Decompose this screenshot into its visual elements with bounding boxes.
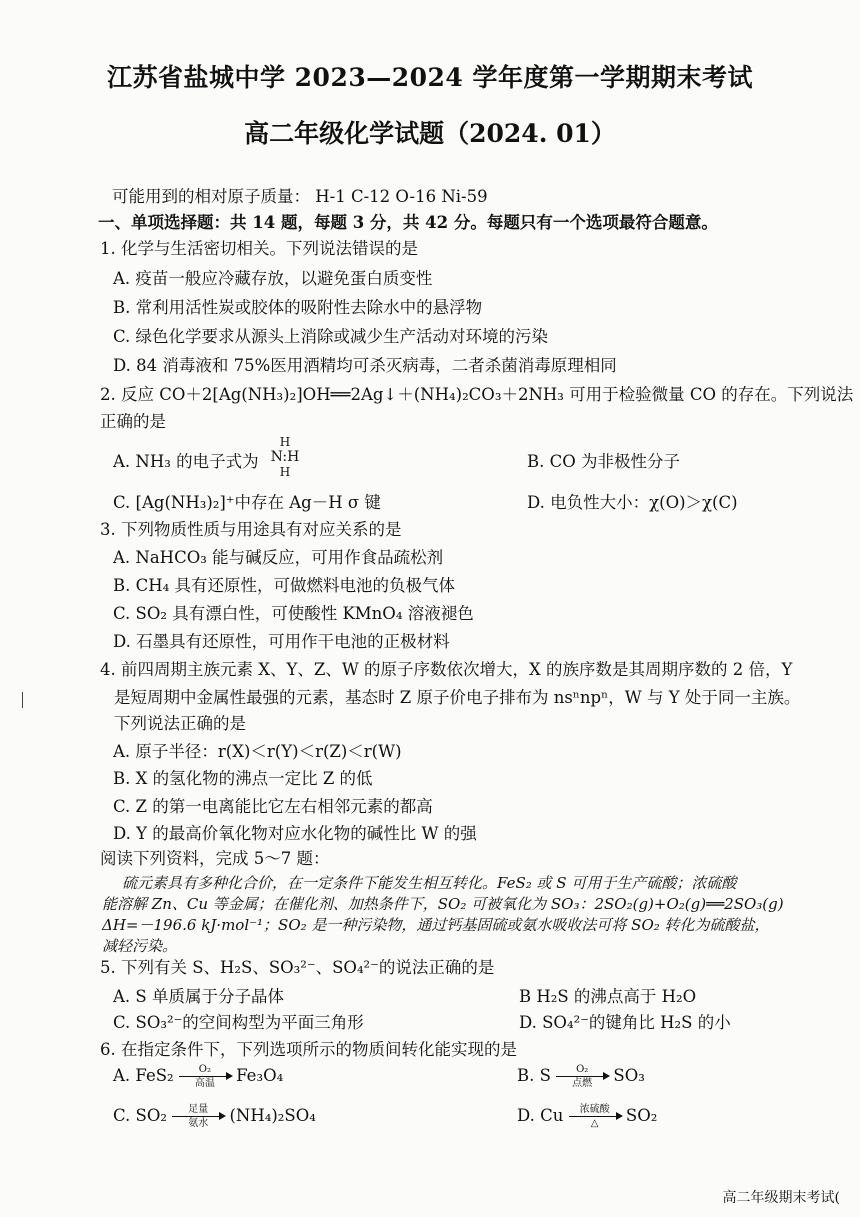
option-c-arrow-top: 足量 bbox=[188, 1104, 209, 1115]
question-4-stem-line1: 4. 前四周期主族元素 X、Y、Z、W 的原子序数依次增大，X 的族序数是其周期序数的 2 倍，Y bbox=[100, 660, 793, 679]
option-b-arrow-bottom: 点燃 bbox=[572, 1078, 593, 1089]
option-d-arrow-top: 浓硫酸 bbox=[579, 1104, 610, 1115]
option-c-product: (NH₄)₂SO₄ bbox=[229, 1106, 316, 1125]
exam-subtitle: 高二年级化学试题（2024. 01） bbox=[244, 119, 616, 148]
option-c-arrow-bottom: 氨水 bbox=[188, 1118, 209, 1129]
reading-paragraph-line4: 减轻污染。 bbox=[102, 937, 178, 955]
question-3-option-a: A. NaHCO₃ 能与碱反应，可用作食品疏松剂 bbox=[113, 548, 444, 567]
question-1-stem: 1. 化学与生活密切相关。下列说法错误的是 bbox=[100, 239, 418, 258]
question-4-option-a: A. 原子半径：r(X)＜r(Y)＜r(Z)＜r(W) bbox=[113, 742, 402, 761]
question-4-stem-line2: 是短周期中金属性最强的元素，基态时 Z 原子价电子排布为 nsⁿnpⁿ，W 与 Y 处于同一主族。 bbox=[114, 688, 801, 707]
lewis-top-h: H bbox=[279, 435, 291, 449]
exam-title: 江苏省盐城中学 2023—2024 学年度第一学期期末考试 bbox=[106, 63, 754, 92]
question-4-option-c: C. Z 的第一电离能比它左右相邻元素的都高 bbox=[113, 797, 433, 816]
option-a-arrow-bottom: 高温 bbox=[194, 1078, 215, 1089]
margin-mark bbox=[22, 692, 23, 708]
option-d-arrow-bottom: △ bbox=[590, 1118, 599, 1129]
question-1-option-d: D. 84 消毒液和 75%医用酒精均可杀灭病毒，二者杀菌消毒原理相同 bbox=[113, 356, 617, 375]
question-4-stem-line3: 下列说法正确的是 bbox=[114, 714, 246, 733]
option-b-arrow-top: O₂ bbox=[576, 1064, 589, 1075]
option-b-arrow bbox=[556, 1064, 608, 1089]
question-1-option-c: C. 绿色化学要求从源头上消除或减少生产活动对环境的污染 bbox=[113, 327, 549, 346]
lewis-bottom-h: H bbox=[279, 465, 291, 479]
reading-paragraph-line1: 硫元素具有多种化合价，在一定条件下能发生相互转化。FeS₂ 或 S 可用于生产硫酸；浓硫酸 bbox=[122, 874, 737, 892]
question-5-option-d: D. SO₄²⁻的键角比 H₂S 的小 bbox=[519, 1013, 731, 1032]
question-2-option-d: D. 电负性大小：χ(O)＞χ(C) bbox=[527, 493, 738, 512]
option-c-reactant: C. SO₂ bbox=[113, 1106, 167, 1125]
question-4-option-d: D. Y 的最高价氧化物对应水化物的碱性比 W 的强 bbox=[113, 824, 477, 843]
question-3-option-b: B. CH₄ 具有还原性，可做燃料电池的负极气体 bbox=[113, 576, 455, 595]
question-6-option-b bbox=[517, 1064, 645, 1089]
question-5-stem: 5. 下列有关 S、H₂S、SO₃²⁻、SO₄²⁻的说法正确的是 bbox=[100, 958, 495, 977]
option-b-product: SO₃ bbox=[613, 1066, 645, 1085]
option-a-arrow-top: O₂ bbox=[198, 1064, 211, 1075]
question-6-option-a bbox=[113, 1064, 283, 1089]
question-2-stem-line2: 正确的是 bbox=[100, 412, 166, 431]
question-2-option-a-prefix: A. NH₃ 的电子式为 bbox=[113, 452, 259, 471]
option-b-reactant: B. S bbox=[517, 1066, 551, 1085]
question-5-option-c: C. SO₃²⁻的空间构型为平面三角形 bbox=[113, 1013, 364, 1032]
question-1-option-a: A. 疫苗一般应冷藏存放，以避免蛋白质变性 bbox=[113, 269, 433, 288]
question-5-option-a: A. S 单质属于分子晶体 bbox=[113, 987, 284, 1006]
option-a-reactant: A. FeS₂ bbox=[113, 1066, 174, 1085]
question-6-option-d bbox=[517, 1104, 657, 1129]
arrow-icon bbox=[179, 1076, 231, 1077]
arrow-icon bbox=[569, 1116, 621, 1117]
option-c-arrow bbox=[172, 1104, 224, 1129]
question-6-option-c bbox=[113, 1104, 316, 1129]
question-6-stem: 6. 在指定条件下，下列选项所示的物质间转化能实现的是 bbox=[100, 1040, 517, 1059]
question-2-stem-line1: 2. 反应 CO＋2[Ag(NH₃)₂]OH══2Ag↓＋(NH₄)₂CO₃＋2NH₃ 可用于检验微量 CO 的存在。下列说法 bbox=[100, 385, 854, 404]
question-5-option-b: B H₂S 的沸点高于 H₂O bbox=[519, 987, 697, 1006]
question-3-option-d: D. 石墨具有还原性，可用作干电池的正极材料 bbox=[113, 632, 450, 651]
reading-paragraph-line3: ΔH=－196.6 kJ·mol⁻¹；SO₂ 是一种污染物，通过钙基固硫或氨水吸收法可将 SO₂ 转化为硫酸盐， bbox=[102, 916, 770, 934]
reading-intro: 阅读下列资料，完成 5～7 题： bbox=[100, 849, 330, 868]
question-3-stem: 3. 下列物质性质与用途具有对应关系的是 bbox=[100, 520, 402, 539]
question-3-option-c: C. SO₂ 具有漂白性，可使酸性 KMnO₄ 溶液褪色 bbox=[113, 604, 474, 623]
option-d-arrow bbox=[569, 1104, 621, 1129]
arrow-icon bbox=[556, 1076, 608, 1077]
lewis-middle: N:H bbox=[270, 449, 300, 465]
page-footer: 高二年级期末考试( bbox=[722, 1190, 840, 1206]
question-2-option-b: B. CO 为非极性分子 bbox=[527, 452, 681, 471]
option-a-product: Fe₃O₄ bbox=[236, 1066, 284, 1085]
question-2-option-c: C. [Ag(NH₃)₂]⁺中存在 Ag－H σ 键 bbox=[113, 493, 381, 512]
option-d-product: SO₂ bbox=[625, 1106, 658, 1125]
arrow-icon bbox=[172, 1116, 224, 1117]
section-heading: 一、单项选择题：共 14 题，每题 3 分，共 42 分。每题只有一个选项最符合题意。 bbox=[98, 213, 718, 232]
question-4-option-b: B. X 的氢化物的沸点一定比 Z 的低 bbox=[113, 769, 373, 788]
atomic-mass-line: 可能用到的相对原子质量： H-1 C-12 O-16 Ni-59 bbox=[112, 187, 488, 206]
question-1-option-b: B. 常利用活性炭或胶体的吸附性去除水中的悬浮物 bbox=[113, 298, 483, 317]
nh3-lewis-structure bbox=[265, 436, 305, 478]
option-a-arrow bbox=[179, 1064, 231, 1089]
reading-paragraph-line2: 能溶解 Zn、Cu 等金属；在催化剂、加热条件下，SO₂ 可被氧化为 SO₃：2SO₂(g)+O₂(g)══2SO₃(g) bbox=[102, 895, 784, 913]
option-d-reactant: D. Cu bbox=[517, 1106, 564, 1125]
